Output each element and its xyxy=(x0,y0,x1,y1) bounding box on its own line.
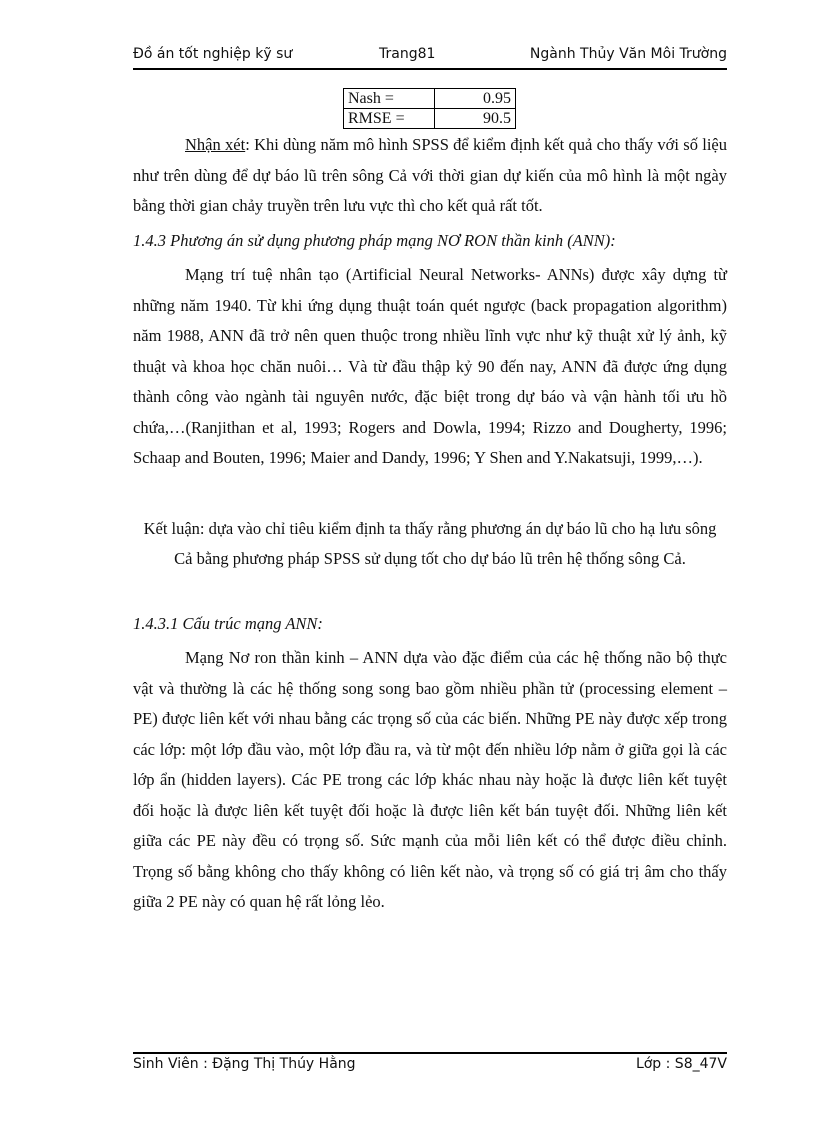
footer-rule xyxy=(133,1052,727,1054)
metric-label: Nash = xyxy=(344,89,435,109)
table-row xyxy=(344,109,516,129)
header-rule xyxy=(133,68,727,70)
page-header xyxy=(133,46,727,70)
metric-value: 0.95 xyxy=(435,89,516,109)
remark-paragraph xyxy=(133,130,727,222)
subsection-paragraph: Mạng Nơ ron thần kinh – ANN dựa vào đặc điểm của các hệ thống não bộ thực vật và thường là các hệ thống song song bao gồm nhiều phần tử (processing element – PE) được liên kết với nhau bằng các trọng số của các biến. Những PE này được xếp trong các lớp: một lớp đầu vào, một lớp đầu ra, và từ một đến nhiều lớp nằm ở giữa gọi là các lớp ẩn (hidden layers). Các PE trong các lớp khác nhau này hoặc là được liên kết tuyệt đối hoặc là được liên kết tuyệt đối hoặc là được liên kết bán tuyệt đối. Những liên kết giữa các PE này đều có trọng số. Sức mạnh của mỗi liên kết có thể được điều chỉnh. Trọng số bằng không cho thấy không có liên kết nào, và trọng số có giá trị âm cho thấy giữa 2 PE này có quan hệ rất lỏng lẻo. xyxy=(133,648,727,911)
metric-value: 90.5 xyxy=(435,109,516,129)
section-paragraph: Mạng trí tuệ nhân tạo (Artificial Neural Networks- ANNs) được xây dựng từ những năm 1940. Từ khi ứng dụng thuật toán quét ngược (back propagation algorithm) năm 1988, ANN đã trở nên quen thuộc trong nhiều lĩnh vực như kỹ thuật xử lý ảnh, kỹ thuật và khoa học chăn nuôi… Và từ đầu thập kỷ 90 đến nay, ANN đã được ứng dụng thành công vào ngành tài nguyên nước, đặc biệt trong dự báo và vận hành tối ưu hồ chứa,…(Ranjithan et al, 1993; Rogers and Dowla, 1994; Rizzo and Dougherty, 1996; Schaap and Bouten, 1996; Maier and Dandy, 1996; Y Shen and Y.Nakatsuji, 1999,…). xyxy=(133,265,727,467)
remark-label: Nhận xét xyxy=(185,135,246,154)
subsection-heading: 1.4.3.1 Cấu trúc mạng ANN: xyxy=(133,614,323,633)
header-page-number: Trang81 xyxy=(379,46,436,62)
footer-student: Sinh Viên : Đặng Thị Thúy Hằng xyxy=(133,1056,356,1072)
footer-class: Lớp : S8_47V xyxy=(635,1056,727,1072)
metric-label: RMSE = xyxy=(344,109,435,129)
table-row xyxy=(344,89,516,109)
header-right-text: Ngành Thủy Văn Môi Trường xyxy=(529,46,727,62)
remark-text: : Khi dùng năm mô hình SPSS để kiểm định kết quả cho thấy với số liệu như trên dùng để dự báo lũ trên sông Cả với thời gian dự kiến của mô hình là một ngày bằng thời gian chảy truyền trên lưu vực thì cho kết quả rất tốt. xyxy=(133,135,727,215)
metrics-table xyxy=(343,88,516,129)
header-left-text: Đồ án tốt nghiệp kỹ sư xyxy=(133,46,293,62)
conclusion-paragraph: Kết luận: dựa vào chỉ tiêu kiểm định ta thấy rằng phương án dự báo lũ cho hạ lưu sông Cả bằng phương pháp SPSS sử dụng tốt cho dự báo lũ trên hệ thống sông Cả. xyxy=(143,519,717,568)
page-footer xyxy=(133,1056,727,1080)
section-heading: 1.4.3 Phương án sử dụng phương pháp mạng NƠ RON thần kinh (ANN): xyxy=(133,231,616,250)
